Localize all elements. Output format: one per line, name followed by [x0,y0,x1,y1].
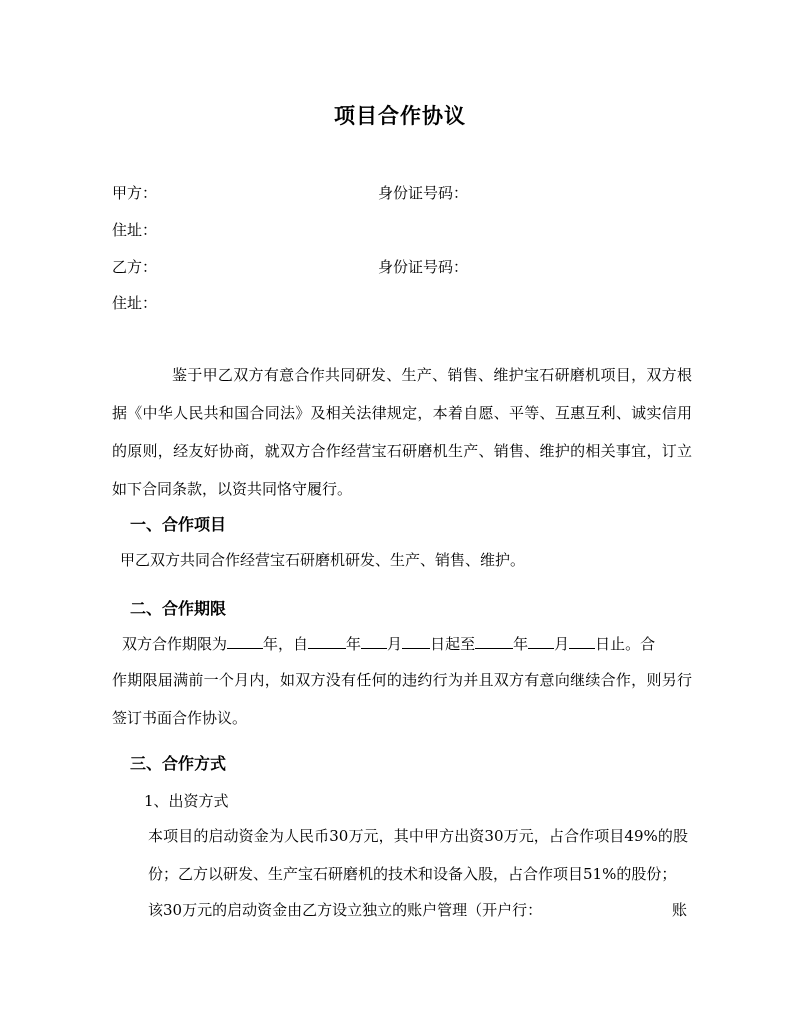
party-a-label: 甲方： [112,184,158,202]
preamble-paragraph: 鉴于甲乙双方有意合作共同研发、生产、销售、维护宝石研磨机项目，双方根据《中华人民共和国合同法》及相关法律规定，本着自愿、平等、互惠互利、诚实信用的原则，经友好协商，就双方合作经营宝石研磨机生产、销售、维护的相关事宜，订立如下合同条款，以资共同恪守履行。 [112,366,692,498]
section-1-heading: 一、合作项目 [130,515,227,534]
section-3-heading: 三、合作方式 [130,754,227,773]
term-text-2: 年，自 [263,635,309,653]
start-year-blank [308,634,346,649]
section-3-paragraph-2: 该30万元的启动资金由乙方设立独立的账户管理（开户行： [148,901,543,919]
party-b-id-label: 身份证号码： [378,258,469,276]
term-text-4: 月 [387,635,403,653]
section-3-paragraph-1: 本项目的启动资金为人民币30万元，其中甲方出资30万元，占合作项目49%的股份；乙方以研发、生产宝石研磨机的技术和设备入股，占合作项目51%的股份； [148,827,688,883]
start-month-blank [361,634,387,649]
section-1-text: 甲乙双方共同合作经营宝石研磨机研发、生产、销售、维护。 [120,551,526,569]
term-text-3: 年 [346,635,362,653]
term-years-blank [227,634,263,649]
party-b-address-label: 住址： [112,294,158,312]
party-b-label: 乙方： [112,258,158,276]
section-3-paragraph-2-end: 账 [672,901,688,919]
end-day-blank [569,634,595,649]
document-title: 项目合作协议 [334,104,466,128]
term-text-5: 日起至 [430,635,476,653]
term-text-8: 日止。合 [595,635,656,653]
party-a-address-label: 住址： [112,221,158,239]
section-2-heading: 二、合作期限 [130,599,227,618]
term-text-1: 双方合作期限为 [122,635,228,653]
section-2-term-line [122,633,655,654]
section-2-paragraph: 作期限届满前一个月内，如双方没有任何的违约行为并且双方有意向继续合作，则另行签订书面合作协议。 [112,671,692,727]
party-a-id-label: 身份证号码： [378,184,469,202]
section-3-subheading: 1、出资方式 [144,792,229,810]
end-year-blank [475,634,513,649]
start-day-blank [402,634,430,649]
end-month-blank [528,634,554,649]
term-text-6: 年 [513,635,529,653]
term-text-7: 月 [554,635,570,653]
